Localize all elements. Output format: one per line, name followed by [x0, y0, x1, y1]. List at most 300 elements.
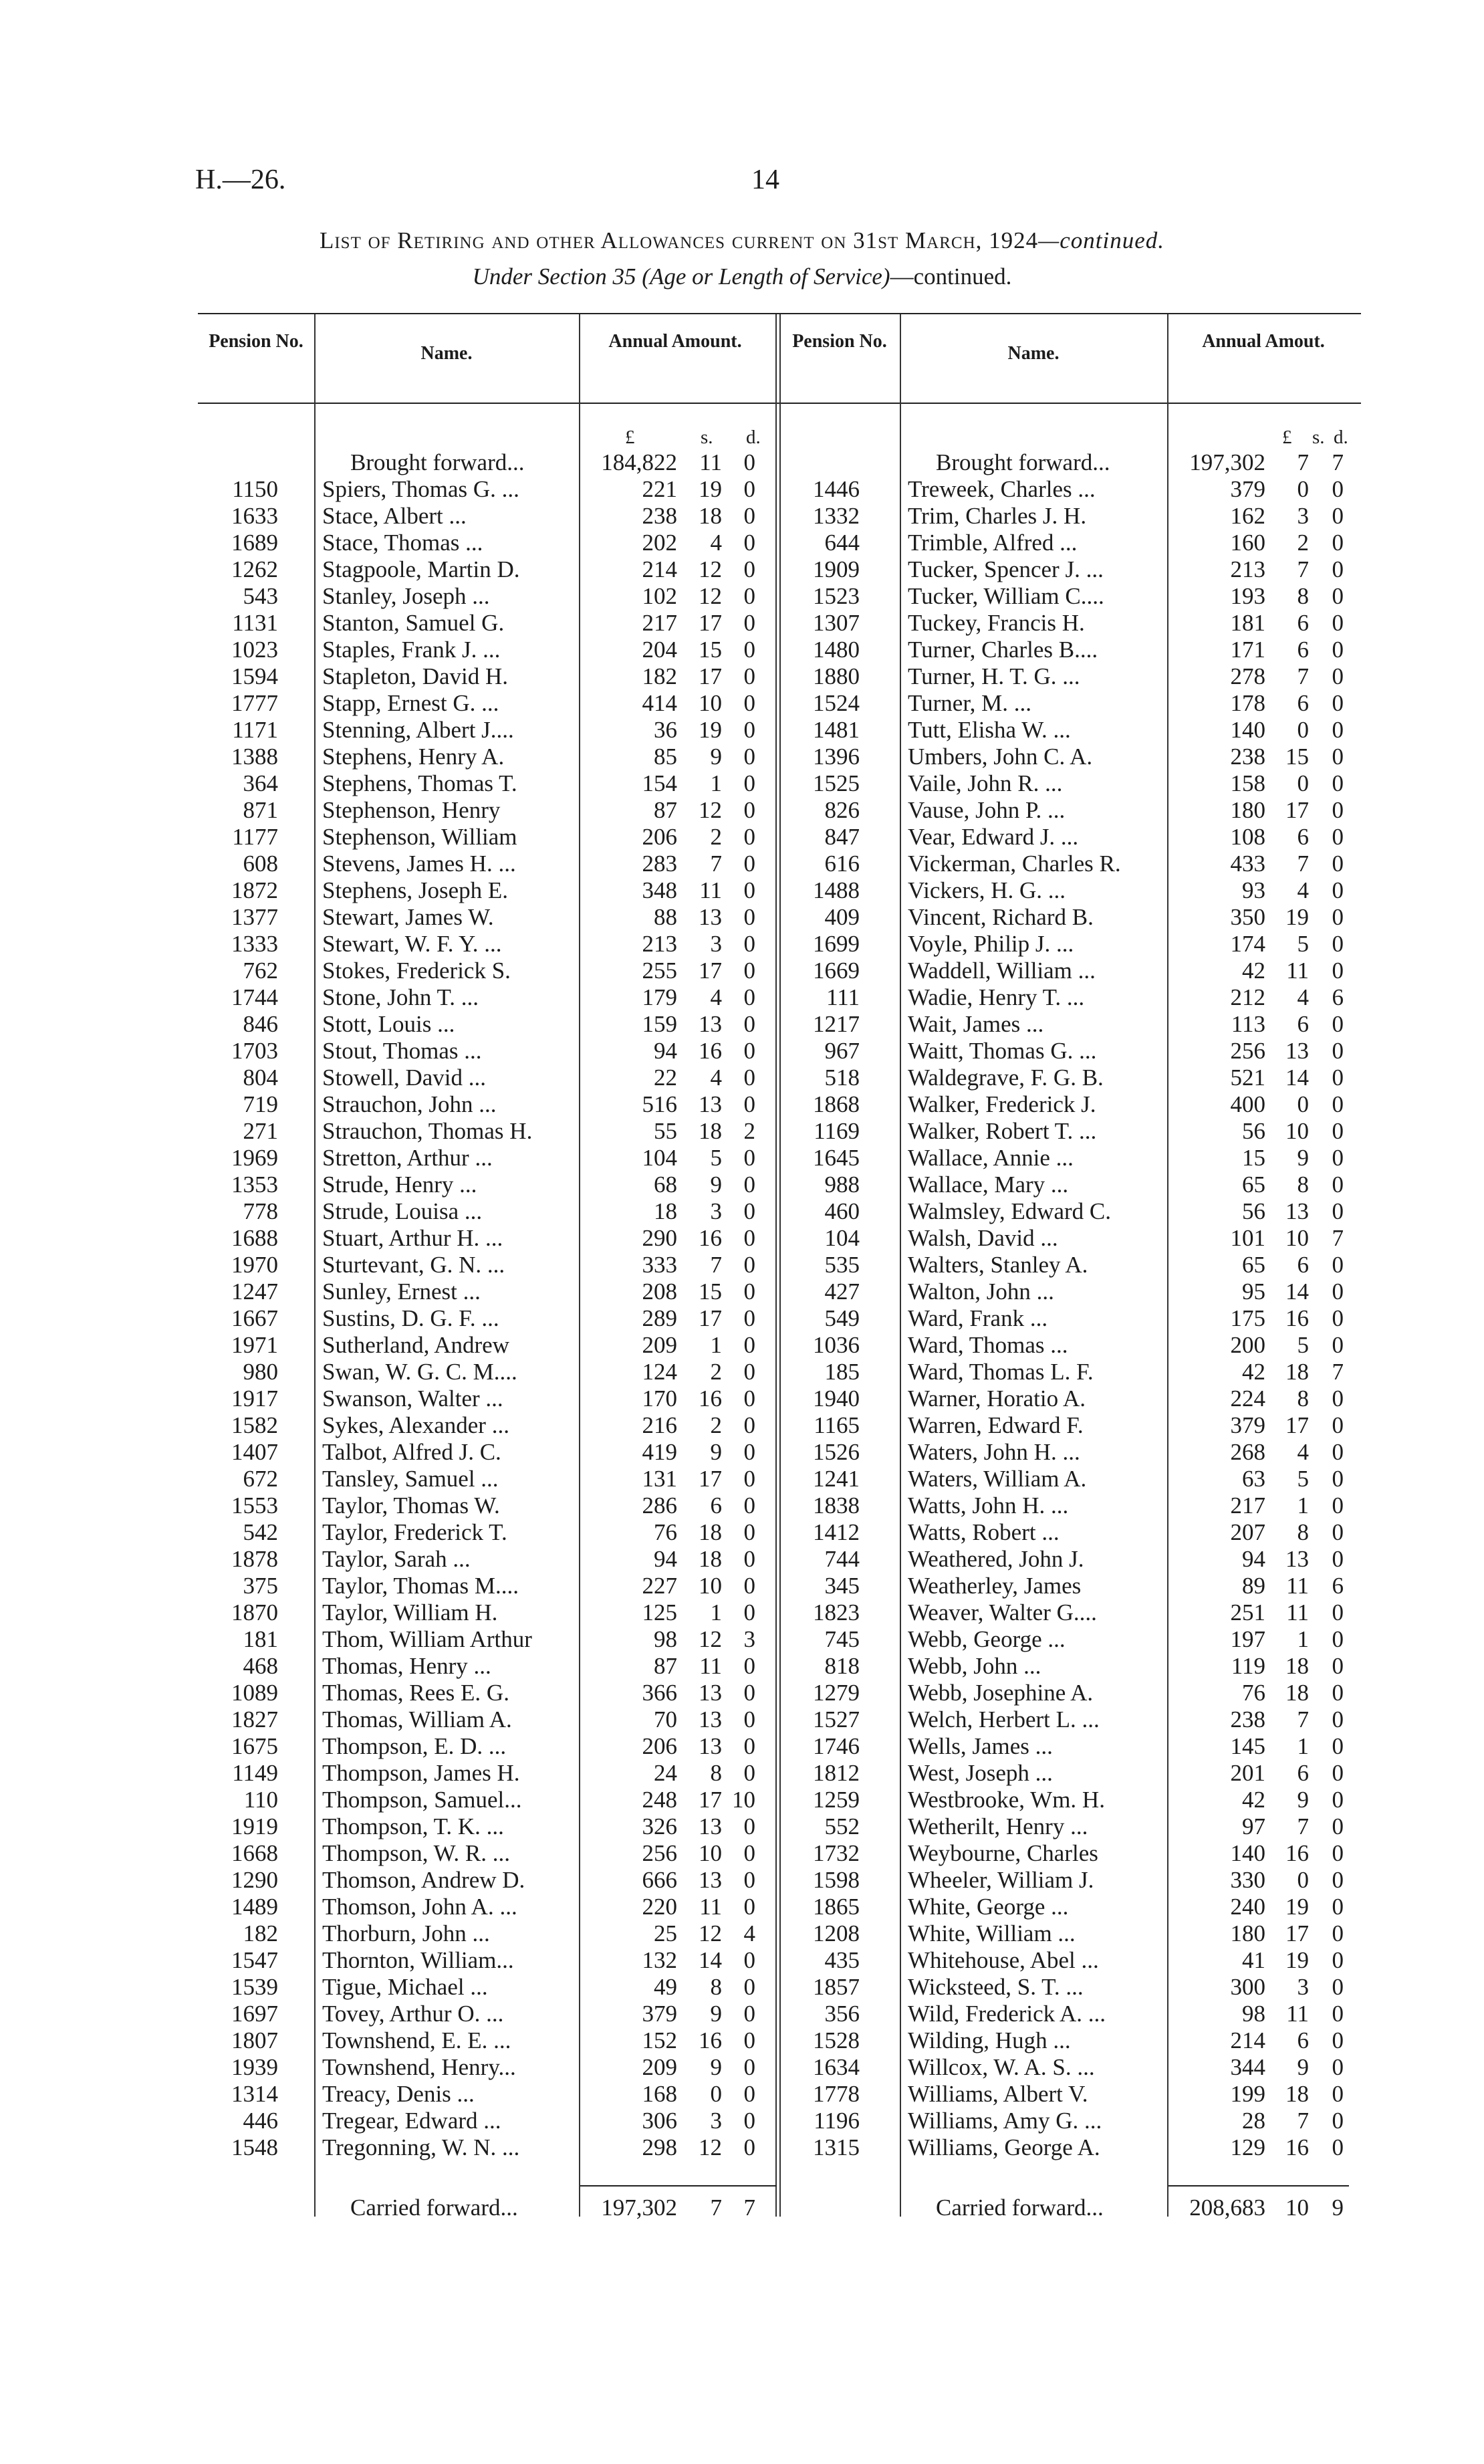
- amount-pence: 0: [1332, 1011, 1344, 1037]
- amount-pence: 0: [743, 1706, 755, 1732]
- amount-shillings: 11: [699, 1894, 722, 1920]
- pension-number: 1528: [813, 2027, 860, 2053]
- amount-shillings: 19: [1285, 904, 1309, 930]
- amount-pence: 0: [1332, 1680, 1344, 1706]
- amount-shillings: 13: [699, 1733, 722, 1759]
- pensioner-name: Ward, Thomas L. F.: [908, 1359, 1094, 1385]
- amount-pence: 0: [743, 503, 755, 529]
- amount-shillings: 19: [1285, 1947, 1309, 1973]
- amount-pounds: 152: [642, 2027, 677, 2053]
- amount-pounds: 98: [1242, 2001, 1265, 2027]
- amount-pounds: 193: [1230, 583, 1265, 609]
- pension-number: 778: [243, 1198, 278, 1224]
- table-row: [0, 717, 1484, 744]
- amount-pounds: 379: [1230, 476, 1265, 502]
- pensioner-name: Sturtevant, G. N. ...: [322, 1252, 505, 1278]
- amount-shillings: 15: [699, 1278, 722, 1305]
- pensioner-name: Westbrooke, Wm. H.: [908, 1787, 1105, 1813]
- pensioner-name: Vaile, John R. ...: [908, 770, 1063, 796]
- amount-pence: 0: [1332, 1065, 1344, 1091]
- amount-pence: 0: [1332, 2134, 1344, 2160]
- amount-pounds: 278: [1230, 663, 1265, 689]
- amount-pence: 0: [743, 877, 755, 903]
- pension-number: 608: [243, 851, 278, 877]
- amount-pence: 0: [743, 1065, 755, 1091]
- amount-shillings: 8: [1297, 1385, 1309, 1412]
- amount-pence: 0: [743, 2081, 755, 2107]
- amount-pence: 0: [743, 2027, 755, 2053]
- amount-pence: 0: [743, 1385, 755, 1412]
- pension-number: 1634: [813, 2054, 860, 2080]
- amount-shillings: 16: [699, 2027, 722, 2053]
- pension-number: 1703: [231, 1038, 278, 1064]
- pension-number: 1353: [231, 1171, 278, 1198]
- pensioner-name: Thomas, Rees E. G.: [322, 1680, 509, 1706]
- amount-pounds: 366: [642, 1680, 677, 1706]
- amount-pence: 0: [1332, 1118, 1344, 1144]
- amount-pence: 0: [743, 1760, 755, 1786]
- pension-number: 1314: [231, 2081, 278, 2107]
- brought-forward-pounds: 184,822: [601, 449, 677, 475]
- brought-forward-label: Brought forward...: [350, 449, 525, 475]
- amount-pence: 0: [743, 1359, 755, 1385]
- total-rule-right: [1168, 2185, 1349, 2187]
- amount-shillings: 18: [1285, 2081, 1309, 2107]
- pensioner-name: Wallace, Mary ...: [908, 1171, 1069, 1198]
- amount-pounds: 104: [642, 1145, 677, 1171]
- amount-pence: 6: [1332, 984, 1344, 1010]
- pension-number: 1217: [813, 1011, 860, 1037]
- pensioner-name: Taylor, Frederick T.: [322, 1519, 507, 1545]
- amount-pence: 0: [743, 1653, 755, 1679]
- pensioner-name: Stone, John T. ...: [322, 984, 479, 1010]
- table-row: [0, 1011, 1484, 1038]
- page-title: [0, 227, 1484, 254]
- amount-pounds: 94: [654, 1546, 677, 1572]
- amount-pounds: 145: [1230, 1733, 1265, 1759]
- pensioner-name: Ward, Frank ...: [908, 1305, 1048, 1331]
- table-row: [0, 1038, 1484, 1065]
- amount-shillings: 16: [1285, 1840, 1309, 1866]
- carried-forward-pounds: 208,683: [1189, 2195, 1265, 2221]
- amount-shillings: 12: [699, 556, 722, 582]
- amount-pounds: 36: [654, 717, 677, 743]
- amount-pence: 0: [743, 984, 755, 1010]
- brought-forward-label: Brought forward...: [936, 449, 1110, 475]
- pensioner-name: Stephenson, Henry: [322, 797, 501, 823]
- amount-pence: 0: [1332, 2054, 1344, 2080]
- pension-number: 111: [826, 984, 860, 1010]
- pensioner-name: Thomas, Henry ...: [322, 1653, 491, 1679]
- pension-number: 104: [824, 1225, 860, 1251]
- amount-pence: 0: [743, 1840, 755, 1866]
- table-row: [0, 610, 1484, 637]
- amount-shillings: 6: [710, 1492, 722, 1519]
- amount-pence: 0: [743, 2054, 755, 2080]
- amount-pounds: 350: [1230, 904, 1265, 930]
- pensioner-name: Stephens, Henry A.: [322, 744, 505, 770]
- amount-pence: 0: [1332, 1760, 1344, 1786]
- amount-shillings: 9: [710, 1171, 722, 1198]
- table-row: [0, 1332, 1484, 1359]
- table-row: [0, 1867, 1484, 1894]
- pension-number: 1489: [231, 1894, 278, 1920]
- amount-shillings: 15: [1285, 744, 1309, 770]
- amount-pence: 0: [1332, 744, 1344, 770]
- pensioner-name: Turner, Charles B....: [908, 637, 1098, 663]
- shillings-label: s.: [701, 427, 713, 448]
- amount-shillings: 18: [1285, 1359, 1309, 1385]
- amount-pounds: 248: [642, 1787, 677, 1813]
- pension-number: 1778: [813, 2081, 860, 2107]
- pension-number: 1880: [813, 663, 860, 689]
- amount-pence: 0: [1332, 958, 1344, 984]
- amount-pounds: 175: [1230, 1305, 1265, 1331]
- amount-pounds: 521: [1230, 1065, 1265, 1091]
- amount-pence: 0: [743, 1466, 755, 1492]
- pensioner-name: Thomson, Andrew D.: [322, 1867, 525, 1893]
- amount-pounds: 132: [642, 1947, 677, 1973]
- amount-pence: 0: [743, 1252, 755, 1278]
- amount-shillings: 17: [699, 663, 722, 689]
- amount-shillings: 8: [1297, 1519, 1309, 1545]
- amount-pence: 0: [1332, 1439, 1344, 1465]
- amount-shillings: 4: [1297, 877, 1309, 903]
- amount-pence: 0: [743, 1947, 755, 1973]
- pension-number: 1247: [231, 1278, 278, 1305]
- amount-shillings: 7: [1297, 1813, 1309, 1839]
- pensioner-name: Thompson, James H.: [322, 1760, 520, 1786]
- amount-pounds: 221: [642, 476, 677, 502]
- table-row: [0, 1439, 1484, 1466]
- table-row: [0, 1813, 1484, 1840]
- amount-pounds: 379: [1230, 1412, 1265, 1438]
- amount-shillings: 5: [1297, 931, 1309, 957]
- pensioner-name: Watts, John H. ...: [908, 1492, 1069, 1519]
- table-row: [0, 2134, 1484, 2161]
- pensioner-name: Sutherland, Andrew: [322, 1332, 509, 1358]
- carried-forward-pence: 7: [743, 2195, 755, 2221]
- table-row: [0, 476, 1484, 503]
- amount-shillings: 9: [1297, 1787, 1309, 1813]
- amount-pounds: 56: [1242, 1198, 1265, 1224]
- amount-shillings: 5: [710, 1145, 722, 1171]
- pension-number: 185: [824, 1359, 860, 1385]
- pension-number: 826: [824, 797, 860, 823]
- carried-forward-pence: 9: [1332, 2195, 1344, 2221]
- table-row: [0, 1305, 1484, 1332]
- amount-pounds: 119: [1231, 1653, 1265, 1679]
- pension-number: 1689: [231, 530, 278, 556]
- amount-pence: 0: [1332, 1706, 1344, 1732]
- amount-pounds: 206: [642, 1733, 677, 1759]
- pensioner-name: Trimble, Alfred ...: [908, 530, 1078, 556]
- pensioner-name: Williams, Amy G. ...: [908, 2108, 1102, 2134]
- pension-number: 460: [824, 1198, 860, 1224]
- pounds-label: £: [1282, 427, 1292, 448]
- amount-shillings: 4: [1297, 1439, 1309, 1465]
- amount-shillings: 6: [1297, 2027, 1309, 2053]
- table-row: [0, 1359, 1484, 1385]
- table-row: [0, 1385, 1484, 1412]
- amount-pence: 0: [743, 1305, 755, 1331]
- amount-shillings: 12: [699, 797, 722, 823]
- pensioner-name: Turner, H. T. G. ...: [908, 663, 1080, 689]
- amount-pence: 0: [1332, 1332, 1344, 1358]
- table-row: [0, 797, 1484, 824]
- shillings-label: s.: [1312, 427, 1325, 448]
- amount-pounds: 206: [642, 824, 677, 850]
- table-row: [0, 1626, 1484, 1653]
- table-row: [0, 1706, 1484, 1733]
- pensioner-name: Stevens, James H. ...: [322, 851, 516, 877]
- amount-pounds: 181: [1230, 610, 1265, 636]
- pension-number: 182: [243, 1920, 278, 1946]
- amount-pounds: 182: [642, 663, 677, 689]
- pension-number: 549: [824, 1305, 860, 1331]
- amount-pence: 0: [1332, 877, 1344, 903]
- table-row: [0, 1733, 1484, 1760]
- amount-pounds: 63: [1242, 1466, 1265, 1492]
- carried-forward-shillings: 10: [1285, 2195, 1309, 2221]
- pension-number: 1633: [231, 503, 278, 529]
- pension-number: 446: [243, 2108, 278, 2134]
- amount-pence: 0: [743, 1278, 755, 1305]
- amount-pounds: 214: [1230, 2027, 1265, 2053]
- amount-pence: 0: [1332, 770, 1344, 796]
- pensioner-name: Tansley, Samuel ...: [322, 1466, 499, 1492]
- amount-pounds: 42: [1242, 958, 1265, 984]
- amount-shillings: 7: [1297, 851, 1309, 877]
- table-row: [0, 770, 1484, 797]
- pensioner-name: Thomas, William A.: [322, 1706, 512, 1732]
- amount-shillings: 12: [699, 2134, 722, 2160]
- amount-shillings: 17: [1285, 797, 1309, 823]
- amount-pence: 0: [743, 1974, 755, 2000]
- amount-pence: 0: [743, 2001, 755, 2027]
- pensioner-name: Stanton, Samuel G.: [322, 610, 505, 636]
- amount-pounds: 238: [1230, 744, 1265, 770]
- amount-pounds: 65: [1242, 1171, 1265, 1198]
- table-row: [0, 1118, 1484, 1145]
- pension-number: 818: [824, 1653, 860, 1679]
- amount-pounds: 333: [642, 1252, 677, 1278]
- amount-pounds: 419: [642, 1439, 677, 1465]
- table-row: [0, 1145, 1484, 1171]
- amount-pounds: 108: [1230, 824, 1265, 850]
- pensioner-name: Thompson, Samuel...: [322, 1787, 522, 1813]
- pension-number: 616: [824, 851, 860, 877]
- amount-shillings: 18: [699, 1546, 722, 1572]
- pension-number: 1539: [231, 1974, 278, 2000]
- pension-number: 744: [824, 1546, 860, 1572]
- pension-number: 1377: [231, 904, 278, 930]
- pension-number: 1582: [231, 1412, 278, 1438]
- amount-pence: 0: [1332, 2001, 1344, 2027]
- amount-pounds: 202: [642, 530, 677, 556]
- amount-pence: 0: [743, 744, 755, 770]
- amount-shillings: 4: [710, 530, 722, 556]
- pensioner-name: Stout, Thomas ...: [322, 1038, 482, 1064]
- amount-shillings: 11: [699, 877, 722, 903]
- amount-pounds: 212: [1230, 984, 1265, 1010]
- pensioner-name: Townshend, E. E. ...: [322, 2027, 511, 2053]
- pensioner-name: Williams, Albert V.: [908, 2081, 1088, 2107]
- pensioner-name: Treweek, Charles ...: [908, 476, 1096, 502]
- amount-pence: 0: [1332, 2108, 1344, 2134]
- pensioner-name: Weaver, Walter G....: [908, 1599, 1097, 1626]
- amount-shillings: 6: [1297, 637, 1309, 663]
- pension-number: 1838: [813, 1492, 860, 1519]
- amount-shillings: 18: [699, 503, 722, 529]
- pension-number: 1746: [813, 1733, 860, 1759]
- amount-pounds: 158: [1230, 770, 1265, 796]
- table-row: [0, 2027, 1484, 2054]
- subtitle-suffix: —continued.: [890, 263, 1012, 290]
- pensioner-name: Voyle, Philip J. ...: [908, 931, 1074, 957]
- amount-pounds: 379: [642, 2001, 677, 2027]
- amount-pence: 0: [1332, 1813, 1344, 1839]
- amount-pence: 0: [743, 637, 755, 663]
- amount-pounds: 55: [654, 1118, 677, 1144]
- amount-pence: 0: [1332, 717, 1344, 743]
- amount-shillings: 3: [710, 931, 722, 957]
- amount-shillings: 13: [699, 1091, 722, 1117]
- pensioner-name: Spiers, Thomas G. ...: [322, 476, 519, 502]
- pension-number: 181: [243, 1626, 278, 1652]
- amount-pounds: 140: [1230, 717, 1265, 743]
- amount-pounds: 180: [1230, 1920, 1265, 1946]
- amount-pence: 0: [1332, 610, 1344, 636]
- amount-pence: 0: [1332, 1305, 1344, 1331]
- pension-number: 1262: [231, 556, 278, 582]
- table-row: [0, 744, 1484, 770]
- amount-pounds: 89: [1242, 1573, 1265, 1599]
- table-row: [0, 1492, 1484, 1519]
- pensioner-name: Stewart, W. F. Y. ...: [322, 931, 502, 957]
- table-row: [0, 503, 1484, 530]
- amount-pounds: 216: [642, 1412, 677, 1438]
- pension-number: 1149: [232, 1760, 278, 1786]
- amount-pounds: 154: [642, 770, 677, 796]
- amount-pounds: 174: [1230, 931, 1265, 957]
- pensioner-name: Staples, Frank J. ...: [322, 637, 501, 663]
- pensioner-name: Waters, John H. ...: [908, 1439, 1080, 1465]
- pensioner-name: Watts, Robert ...: [908, 1519, 1060, 1545]
- amount-pounds: 171: [1230, 637, 1265, 663]
- amount-pounds: 131: [642, 1466, 677, 1492]
- amount-pence: 0: [743, 1894, 755, 1920]
- pence-label: d.: [1334, 427, 1348, 448]
- amount-pence: 0: [1332, 931, 1344, 957]
- amount-shillings: 2: [1297, 530, 1309, 556]
- pension-number: 1872: [231, 877, 278, 903]
- amount-shillings: 0: [1297, 770, 1309, 796]
- pension-number: 1208: [813, 1920, 860, 1946]
- amount-shillings: 10: [699, 1840, 722, 1866]
- pension-number: 1870: [231, 1599, 278, 1626]
- pensioner-name: Townshend, Henry...: [322, 2054, 516, 2080]
- pension-number: 1307: [813, 610, 860, 636]
- header-pension-no-right: Pension No.: [792, 331, 887, 352]
- pension-number: 1169: [814, 1118, 860, 1144]
- amount-shillings: 3: [710, 2108, 722, 2134]
- pension-number: 1669: [813, 958, 860, 984]
- pensioner-name: Tovey, Arthur O. ...: [322, 2001, 504, 2027]
- amount-pounds: 208: [642, 1278, 677, 1305]
- pension-number: 1878: [231, 1546, 278, 1572]
- amount-pounds: 85: [654, 744, 677, 770]
- pension-number: 1524: [813, 690, 860, 716]
- pension-number: 1777: [231, 690, 278, 716]
- pension-number: 271: [243, 1118, 278, 1144]
- amount-shillings: 8: [710, 1760, 722, 1786]
- pensioner-name: Vickerman, Charles R.: [908, 851, 1121, 877]
- pension-number: 345: [824, 1573, 860, 1599]
- amount-shillings: 16: [699, 1385, 722, 1412]
- pensioner-name: Walton, John ...: [908, 1278, 1054, 1305]
- pensioner-name: Weatherley, James: [908, 1573, 1082, 1599]
- pension-number: 110: [243, 1787, 278, 1813]
- pensioner-name: Weybourne, Charles: [908, 1840, 1098, 1866]
- amount-pence: 0: [743, 770, 755, 796]
- pensioner-name: Wheeler, William J.: [908, 1867, 1094, 1893]
- amount-pounds: 113: [1231, 1011, 1265, 1037]
- title-suffix: —continued.: [1038, 227, 1165, 253]
- amount-pounds: 238: [1230, 1706, 1265, 1732]
- amount-pence: 0: [743, 1573, 755, 1599]
- amount-shillings: 18: [1285, 1653, 1309, 1679]
- amount-shillings: 6: [1297, 610, 1309, 636]
- pension-number: 745: [824, 1626, 860, 1652]
- table-row: [0, 1974, 1484, 2001]
- pensioner-name: Vickers, H. G. ...: [908, 877, 1066, 903]
- amount-pounds: 129: [1230, 2134, 1265, 2160]
- header-amount-right: Annual Amout.: [1202, 331, 1325, 352]
- amount-pounds: 220: [642, 1894, 677, 1920]
- amount-pence: 0: [1332, 1840, 1344, 1866]
- amount-shillings: 10: [699, 1573, 722, 1599]
- table-row: [0, 2081, 1484, 2108]
- amount-shillings: 17: [699, 610, 722, 636]
- amount-pence: 0: [743, 1332, 755, 1358]
- pensioner-name: Taylor, William H.: [322, 1599, 498, 1626]
- table-row: [0, 1573, 1484, 1599]
- amount-shillings: 6: [1297, 1760, 1309, 1786]
- amount-shillings: 1: [1297, 1626, 1309, 1652]
- pensioner-name: Stephens, Joseph E.: [322, 877, 509, 903]
- pensioner-name: Wadie, Henry T. ...: [908, 984, 1085, 1010]
- amount-shillings: 1: [710, 1332, 722, 1358]
- table-row: [0, 1653, 1484, 1680]
- amount-shillings: 19: [699, 717, 722, 743]
- amount-shillings: 17: [699, 1787, 722, 1813]
- amount-pounds: 251: [1230, 1599, 1265, 1626]
- amount-pounds: 168: [642, 2081, 677, 2107]
- amount-shillings: 9: [710, 744, 722, 770]
- table-row: [0, 663, 1484, 690]
- amount-pence: 0: [743, 1439, 755, 1465]
- pensioner-name: Stokes, Frederick S.: [322, 958, 511, 984]
- amount-pence: 0: [1332, 476, 1344, 502]
- amount-shillings: 17: [1285, 1412, 1309, 1438]
- brought-forward-shillings: 11: [699, 449, 722, 475]
- amount-pence: 0: [1332, 1385, 1344, 1412]
- pensioner-name: Walker, Frederick J.: [908, 1091, 1096, 1117]
- pensioner-name: Talbot, Alfred J. C.: [322, 1439, 501, 1465]
- amount-pounds: 433: [1230, 851, 1265, 877]
- amount-shillings: 8: [1297, 583, 1309, 609]
